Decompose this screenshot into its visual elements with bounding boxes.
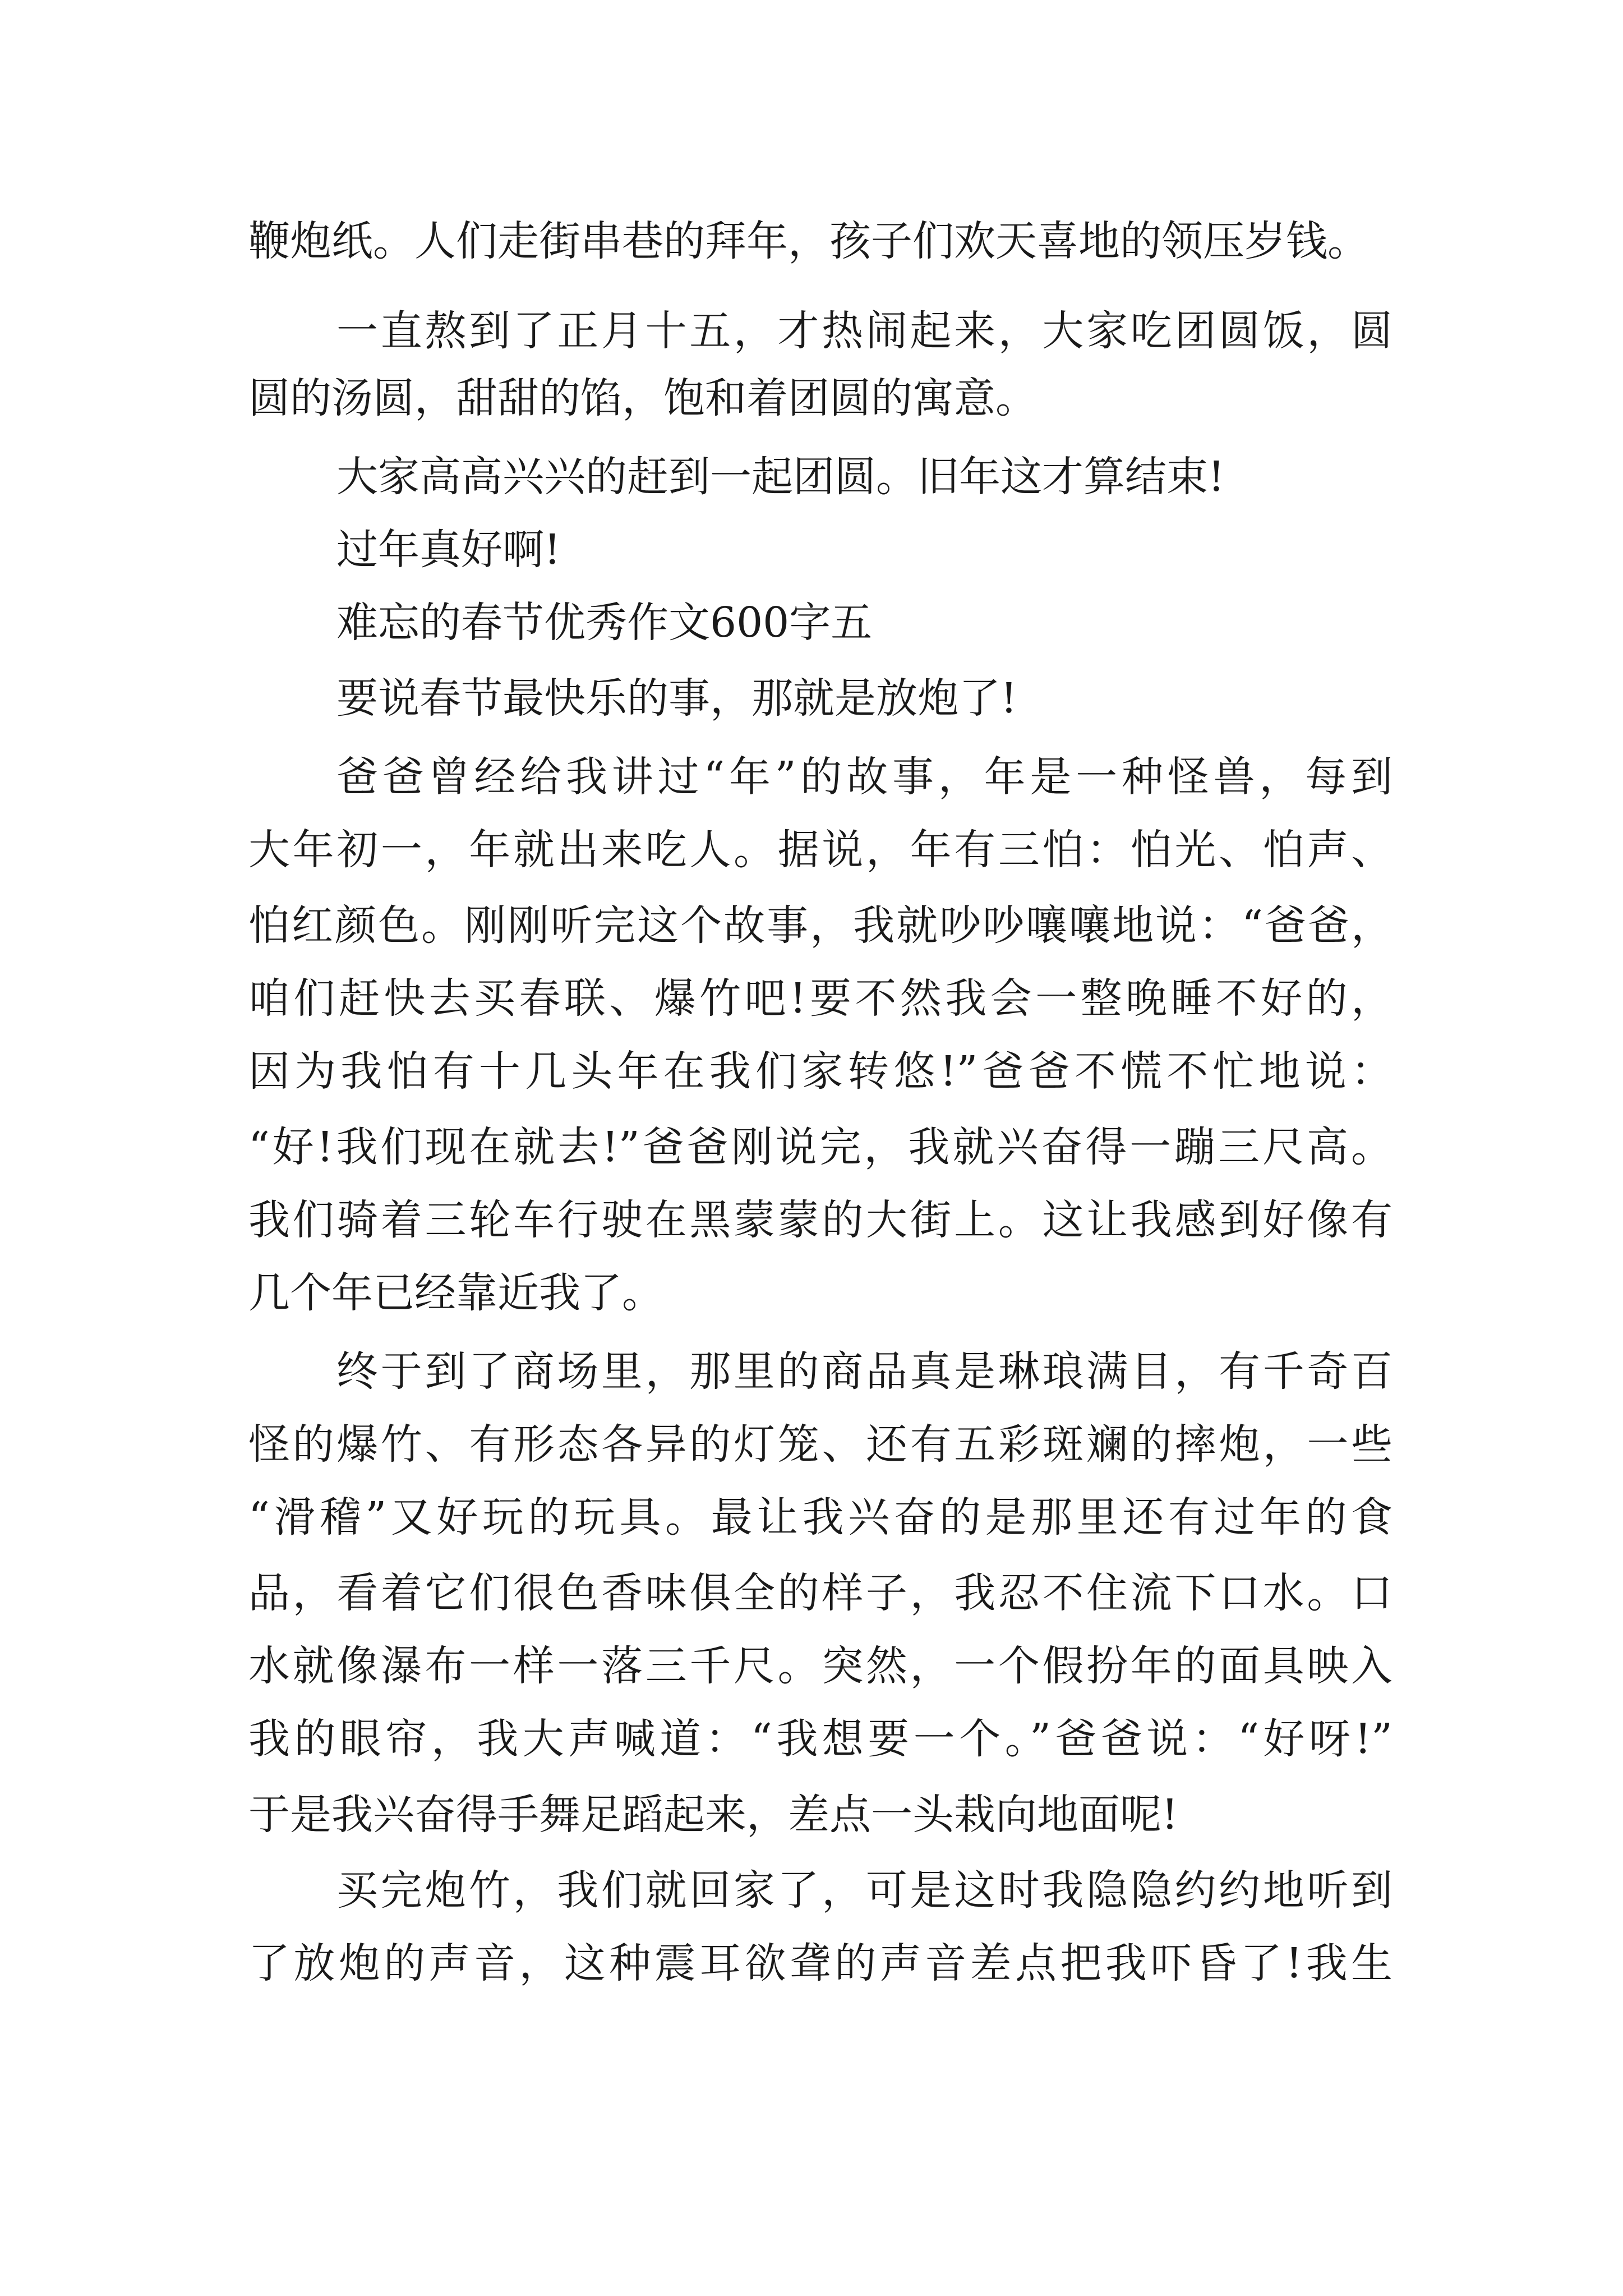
text-line: 了放炮的声音，这种震耳欲聋的声音差点把我吓昏了!我生 xyxy=(248,1939,1393,1987)
text-line: 几个年已经靠近我了。 xyxy=(248,1269,663,1317)
text-line: 圆的汤圆，甜甜的馅，饱和着团圆的寓意。 xyxy=(248,374,1037,422)
paragraph-first-line: 一直熬到了正月十五，才热闹起来，大家吃团圆饭，圆 xyxy=(336,307,1393,355)
text-line: 品，看着它们很色香味俱全的样子，我忍不住流下口水。口 xyxy=(248,1569,1393,1617)
paragraph-first-line: 爸爸曾经给我讲过“年”的故事，年是一种怪兽，每到 xyxy=(336,753,1393,801)
paragraph-first-line: 终于到了商场里，那里的商品真是琳琅满目，有千奇百 xyxy=(336,1347,1393,1396)
paragraph-line: 过年真好啊! xyxy=(336,526,561,574)
text-line: 我们骑着三轮车行驶在黑蒙蒙的大街上。这让我感到好像有 xyxy=(248,1196,1393,1244)
text-line: “滑稽”又好玩的玩具。最让我兴奋的是那里还有过年的食 xyxy=(248,1493,1393,1542)
paragraph-first-line: 买完炮竹，我们就回家了，可是这时我隐隐约约地听到 xyxy=(336,1866,1393,1915)
section-heading: 难忘的春节优秀作文600字五 xyxy=(336,599,873,647)
text-line: 我的眼帘，我大声喊道：“我想要一个。”爸爸说：“好呀!” xyxy=(248,1715,1393,1763)
text-line: 鞭炮纸。人们走街串巷的拜年，孩子们欢天喜地的领压岁钱。 xyxy=(248,217,1369,265)
text-line: 咱们赶快去买春联、爆竹吧!要不然我会一整晚睡不好的， xyxy=(248,974,1393,1023)
text-line: 大年初一，年就出来吃人。据说，年有三怕：怕光、怕声、 xyxy=(248,826,1393,874)
text-line: 水就像瀑布一样一落三千尺。突然，一个假扮年的面具映入 xyxy=(248,1642,1393,1690)
text-line: “好!我们现在就去!”爸爸刚说完，我就兴奋得一蹦三尺高。 xyxy=(248,1123,1393,1171)
text-line: 于是我兴奋得手舞足蹈起来，差点一头栽向地面呢! xyxy=(248,1791,1178,1839)
paragraph-line: 要说春节最快乐的事，那就是放炮了! xyxy=(336,674,1017,723)
paragraph-line: 大家高高兴兴的赶到一起团圆。旧年这才算结束! xyxy=(336,453,1225,501)
text-line: 怪的爆竹、有形态各异的灯笼、还有五彩斑斓的摔炮，一些 xyxy=(248,1420,1393,1469)
text-line: 怕红颜色。刚刚听完这个故事，我就吵吵嚷嚷地说：“爸爸， xyxy=(248,901,1393,950)
text-line: 因为我怕有十几头年在我们家转悠!”爸爸不慌不忙地说： xyxy=(248,1047,1393,1096)
